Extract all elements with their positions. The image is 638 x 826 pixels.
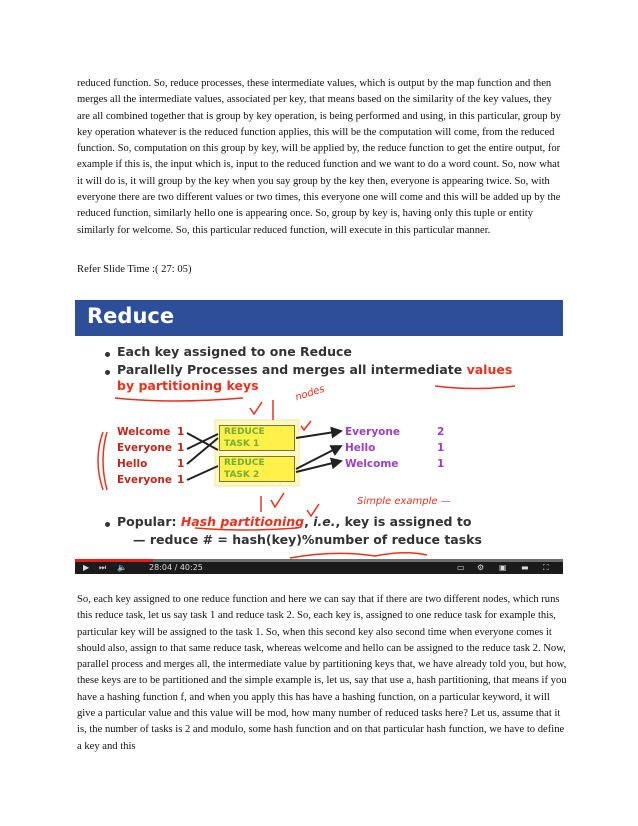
underline-values: [435, 386, 515, 389]
slide-title: Reduce: [87, 304, 175, 328]
tick-mark: [271, 493, 284, 507]
reduce-area-highlight: [215, 420, 299, 486]
handwritten-bracket: [98, 432, 103, 490]
reduce-task-1-line2: TASK 1: [224, 439, 260, 449]
bullet-partitioning-keys: by partitioning keys: [117, 378, 259, 393]
handwritten-simple-example: Simple example —: [357, 496, 451, 507]
arrow-task1-to-everyone: [296, 431, 341, 438]
input-key-row: Everyone 1: [117, 474, 185, 486]
popular-label: Popular:: [117, 514, 181, 529]
input-key-row: Hello 1: [117, 458, 185, 470]
input-key-row: Everyone 1: [117, 442, 185, 454]
reduce-task-1-line1: REDUCE: [224, 427, 265, 437]
output-row: Everyone 2: [345, 426, 445, 438]
reduce-formula: — reduce # = hash(key)%number of reduce tasks: [133, 532, 482, 547]
bullet-dot: [105, 522, 110, 527]
bullet-popular: [117, 514, 471, 529]
output-row: Welcome 1: [345, 458, 445, 470]
captions-icon[interactable]: ▭: [457, 563, 465, 572]
volume-icon[interactable]: 🔈: [117, 563, 127, 572]
bullet-each-key: Each key assigned to one Reduce: [117, 344, 352, 359]
output-row: Hello 1: [345, 442, 445, 454]
popular-rest: , key is assigned to: [335, 514, 472, 529]
bullet-parallel-text: Parallelly Processes and merges all intermediate: [117, 362, 467, 377]
next-icon[interactable]: ⏭: [99, 563, 107, 572]
miniplayer-icon[interactable]: ▣: [499, 563, 507, 572]
settings-icon[interactable]: ⚙: [477, 563, 485, 572]
play-icon[interactable]: ▶: [83, 563, 90, 572]
handwritten-nodes: nodes: [294, 383, 327, 404]
fullscreen-icon[interactable]: ⛶: [543, 563, 549, 572]
tick-mark: [250, 402, 262, 414]
hash-partitioning-text: Hash partitioning: [180, 514, 305, 529]
refer-slide-time: Refer Slide Time :( 27: 05): [77, 264, 192, 275]
handwritten-bracket: [103, 432, 107, 490]
bullet-values-highlight: values: [466, 362, 513, 377]
reduce-task-2-line2: TASK 2: [224, 470, 260, 480]
handwritten-scribble: [290, 553, 427, 558]
paragraph-reduce-function: reduced function. So, reduce processes, these intermediate values, which is output by the map function and then merges all the intermediate values, associated per key, that means based on the similarity of the key values, they are all combined together that is group by key operation, is being performed and using, in this particular, group by key operation whatever is the reduced function applies, this will be the computation will come, from the reduced function. So, computation on this group by key, will be applied by, the reduce function to get the entire output, for example if this is, the input which is, input to the reduced function and we want to do a word count. So, now what it will do is, it will group by the key when you say group by the key then, everyone is appearing twice. So, with everyone there are two different values or two times, this everyone one will come and this will be added up by the reduced function, similarly hello one is appearing once. So, group by key is, having only this tuple or entity similarly for welcome. So, this particular reduced function, will execute in this particular manner.: [77, 78, 561, 236]
underline-partitioning-keys: [115, 398, 243, 401]
input-key-row: Welcome 1: [117, 426, 185, 438]
video-timecode: 28:04 / 40:25: [149, 563, 203, 572]
tick-mark: [301, 421, 311, 430]
arrow-hello-to-task2: [187, 466, 218, 480]
reduce-task-2-line1: REDUCE: [224, 458, 265, 468]
theater-icon[interactable]: ▬: [521, 563, 529, 572]
paragraph-each-key: So, each key assigned to one reduce function and here we can say that if there are two different nodes, which runs this reduce task, let us say task 1 and reduce task 2. So, each key is, assigned to one reduce task for example this, particular key will be assigned to the task 1. So, when this second key also second time when everyone comes it should also, assign to that same reduce task, whereas welcome and hello can be assigned to the reduce task 2. Now, parallel process and merges all, the intermediate value by partitioning keys that, we have already told you, but how, these keys are to be partitioned and the simple example is, let us, say that use a, hash partitioning, that means if you have a hashing function f, and when you apply this has have a hashing function, on a particular keyword, it will give a particular value and this value will be mod, how many number of reduced tasks here? Let us, assume that it is, the number of tasks is 2 and modulo, some hash function and on that particular hash function, we have to define a key and this: [77, 594, 567, 752]
popular-ie: i.e.: [313, 514, 336, 529]
lecture-slide: [75, 300, 563, 574]
popular-comma: ,: [304, 514, 314, 529]
